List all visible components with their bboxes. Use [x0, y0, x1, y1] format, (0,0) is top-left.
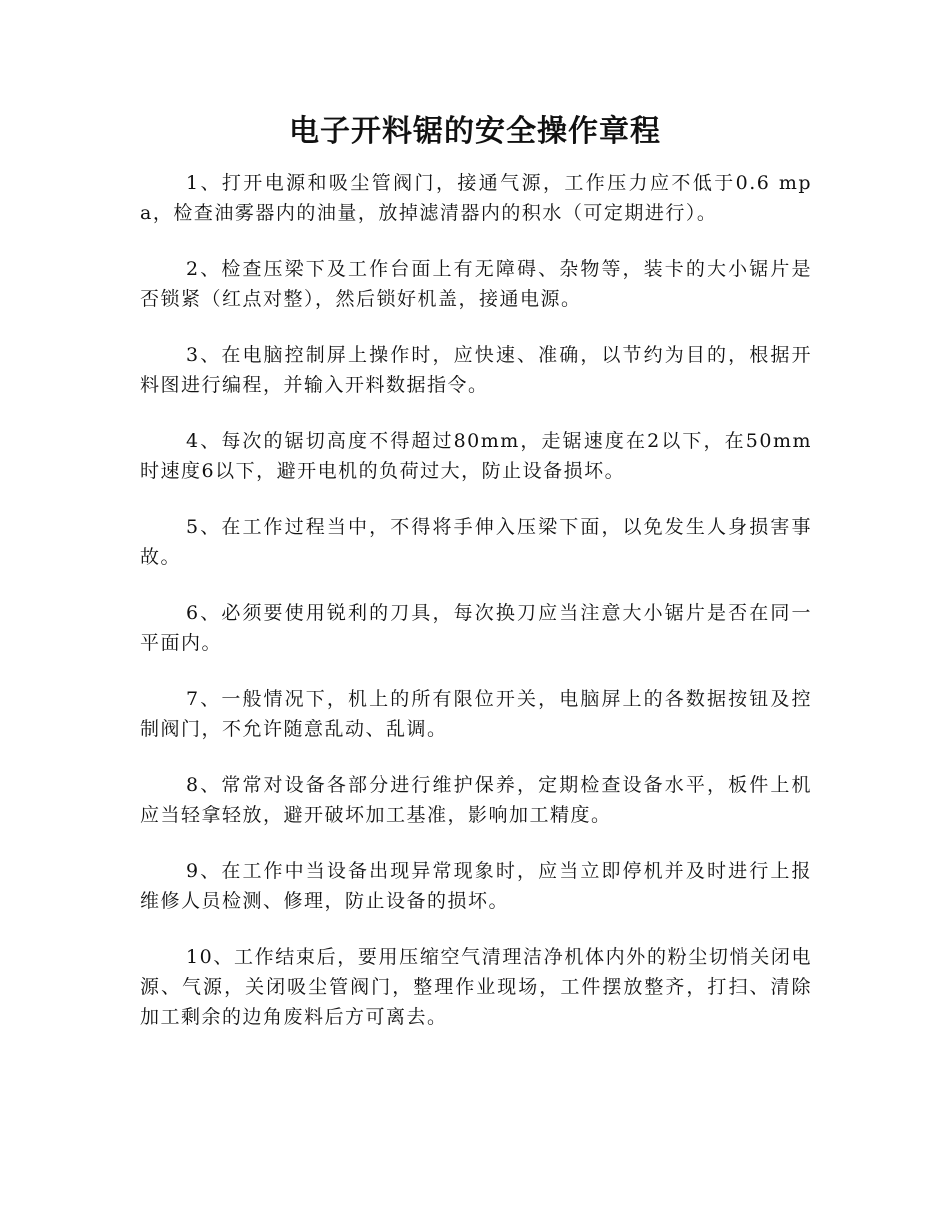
- document-title: 电子开料锯的安全操作章程: [289, 114, 661, 149]
- paragraph-5: 5、在工作过程当中，不得将手伸入压梁下面，以免发生人身损害事故。: [140, 516, 812, 568]
- paragraph-8: 8、常常对设备各部分进行维护保养，定期检查设备水平，板件上机应当轻拿轻放，避开破坏加工基准，影响加工精度。: [140, 774, 812, 826]
- paragraph-9: 9、在工作中当设备出现异常现象时，应当立即停机并及时进行上报维修人员检测、修理，防止设备的损坏。: [140, 860, 812, 912]
- paragraph-3: 3、在电脑控制屏上操作时，应快速、准确，以节约为目的，根据开料图进行编程，并输入开料数据指令。: [140, 344, 812, 396]
- paragraph-10: 10、工作结束后，要用压缩空气清理洁净机体内外的粉尘切悄关闭电源、气源，关闭吸尘管阀门，整理作业现场，工件摆放整齐，打扫、清除加工剩余的边角废料后方可离去。: [140, 946, 812, 1028]
- paragraph-2: 2、检查压梁下及工作台面上有无障碍、杂物等，装卡的大小锯片是否锁紧（红点对整），然后锁好机盖，接通电源。: [140, 258, 812, 310]
- paragraph-7: 7、一般情况下，机上的所有限位开关，电脑屏上的各数据按钮及控制阀门，不允许随意乱动、乱调。: [140, 688, 812, 740]
- paragraph-4: 4、每次的锯切高度不得超过80mm，走锯速度在2以下，在50mm时速度6以下，避开电机的负荷过大，防止设备损坏。: [140, 430, 812, 482]
- document-body: [140, 168, 812, 1058]
- paragraph-6: 6、必须要使用锐利的刀具，每次换刀应当注意大小锯片是否在同一平面内。: [140, 602, 812, 654]
- paragraph-1: 1、打开电源和吸尘管阀门，接通气源，工作压力应不低于0.6 mpa，检查油雾器内的油量，放掉滤清器内的积水（可定期进行）。: [140, 172, 812, 224]
